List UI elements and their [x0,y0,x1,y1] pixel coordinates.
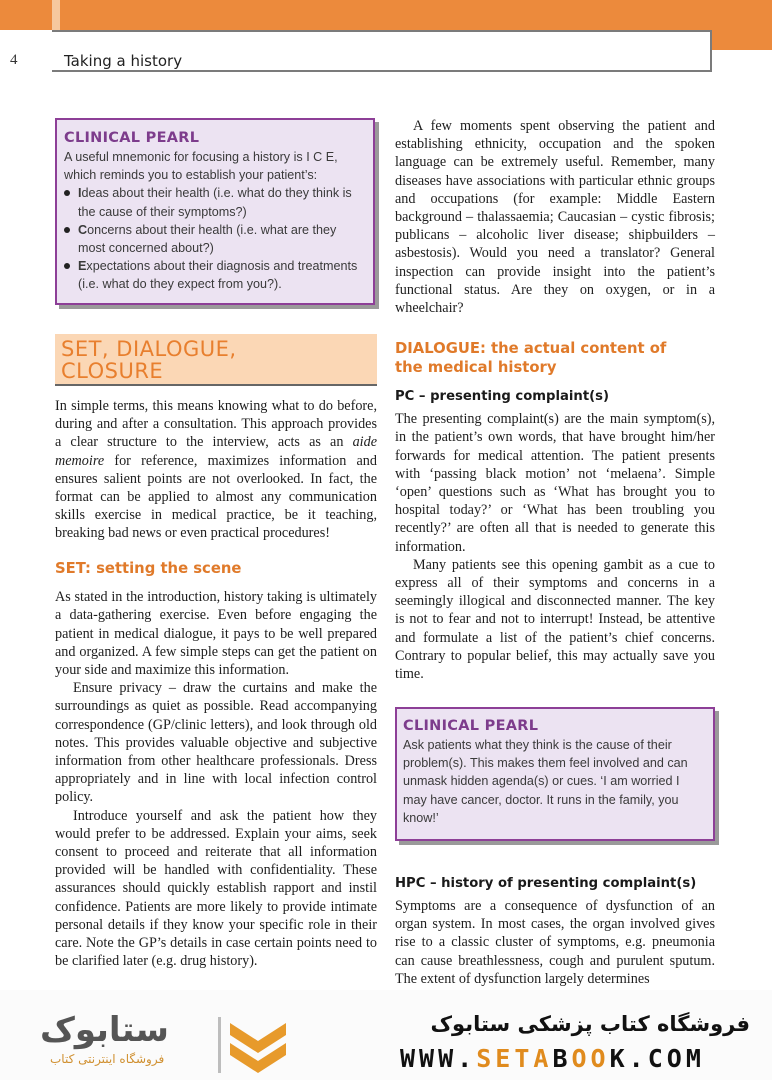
ice-list [64,184,365,293]
clinical-pearl-text: Ask patients what they think is the cause of their problem(s). This makes them feel involved and can unmask hidden agenda(s) or cues. ‘I am worried I may have cancer, doctor. It runs in the family, you know!’ [403,738,688,825]
set-paragraph-3: Introduce yourself and ask the patient how they would prefer to be addressed. Explain your aims, seek consent to proceed and reiterate that all information provided will be handled with confidentiality. These assurances should quickly establish rapport and instil confidence. Patients are more likely to provide intimate personal details if they know your specific role in their care. Note the GP’s details in case certain points need to be clarified later (e.g. drug history). [55,807,377,970]
hpc-paragraph: Symptoms are a consequence of dysfunction of an organ system. In most cases, the organ involved gives rise to a classic cluster of symptoms, e.g. pneumonia can cause breathlessness, cough and purulent sputum. The extent of dysfunction largely determines [395,898,715,987]
set-heading: SET: setting the scene [55,559,242,577]
section-title-line1: SET, DIALOGUE, [61,337,237,361]
ice-item-expectations [64,257,365,293]
ice-letter: C [78,222,88,237]
left-body [55,397,377,970]
bullet-icon [64,263,70,269]
inspection-paragraph: A few moments spent observing the patient and establishing ethnicity, occupation and the spoken language can be extremely useful. Remember, many diseases have associations with particular ethnic groups and occupations (for example: Middle Eastern background – thalassaemia; Caucasian – cystic fibrosis; publicans – alcoholic liver disease; shipbuilders – asbestosis). Would you need a translator? General inspection can provide insight into the patient’s functional status. Are they on oxygen, or in a wheelchair? [395,118,715,317]
url-part: B [552,1044,572,1073]
set-paragraph-2: Ensure privacy – draw the curtains and make the surroundings as quiet as possible. Read accompanying correspondence (GP/clinic letters), and look through old notes. This provides valuable objective and subjective information from other healthcare professionals. Dress appropriately and in line with local infection control policy. [55,680,377,806]
clinical-pearl-intro: A useful mnemonic for focusing a history is I C E, which reminds you to establish your patient’s: [64,150,338,183]
ice-letter: I [78,186,82,201]
pc-paragraph-2: Many patients see this opening gambit as a cue to express all of their symptoms and concerns in a seemingly illogical and disconnected manner. The key is not to fear and not to interrupt! Instead, be attentive and formulate a list of the patient’s chief concerns. Contrary to popular belief, this may actually save you time. [395,556,715,683]
url-part: WWW. [400,1044,477,1073]
bullet-icon [64,190,70,196]
clinical-pearl-box-patient-cause [395,707,715,841]
ice-item-text: xpectations about their diagnosis and treatments (i.e. what do they expect from you?). [78,259,358,292]
section-title [61,338,237,382]
setabook-logo-text: ستابوک [40,1010,169,1050]
setabook-chevron-logo-icon [218,1015,288,1075]
clinical-pearl-box-ice [55,118,375,305]
intro-italic: aide memoire [55,434,377,469]
right-column [395,117,715,683]
url-part: K.COM [609,1044,705,1073]
setabook-logo-subtitle: فروشگاه اینترنتی کتاب [50,1052,165,1066]
header-margin [0,30,60,75]
ice-item-concerns [64,221,365,257]
url-part-highlight: OO [571,1044,610,1073]
page-number: 4 [10,52,18,68]
hpc-heading: HPC – history of presenting complaint(s) [395,876,697,891]
intro-text: for reference, maximizes information and ensures salient points are not overlooked. In fact, the format can be applied to almost any communication skills exercise in medical practice, be it teaching, breaking bad news or even practical procedures! [55,452,377,542]
dialogue-heading [395,340,715,377]
running-header-title: Taking a history [64,52,183,70]
section-banner [55,334,377,386]
left-column [55,118,377,305]
dialogue-heading-line2: the medical history [395,358,557,376]
ice-item-text: deas about their health (i.e. what do they think is the cause of their symptoms?) [78,186,352,219]
store-name: فروشگاه کتاب پزشکی ستابوک [430,1012,750,1036]
ice-item-ideas [64,184,365,220]
clinical-pearl-title: CLINICAL PEARL [403,718,539,734]
pc-heading: PC – presenting complaint(s) [395,389,610,405]
pc-paragraph-1: The presenting complaint(s) are the main symptom(s), in the patient’s own words, that have brought him/her forwards for medical attention. The patient presents with ‘passing black motion’ not ‘melaena’. Simple ‘open’ questions such as ‘What has brought you to hospital today?’ or ‘What has been troubling you recently?’ are often all that is needed to generate this information. [395,411,715,555]
intro-paragraph [55,397,377,543]
intro-text: In simple terms, this means knowing what to do before, during and after a consultation. This approach provides a clear structure to the interview, acts as an [55,398,377,451]
bullet-icon [64,227,70,233]
url-part-highlight: SETA [476,1044,553,1073]
dialogue-heading-line1: DIALOGUE: the actual content of [395,340,667,358]
ice-letter: E [78,259,87,274]
store-url [400,1044,705,1073]
hpc-section [395,876,715,988]
ice-item-text: oncerns about their health (i.e. what are they most concerned about?) [78,222,337,256]
clinical-pearl-title: CLINICAL PEARL [64,130,200,146]
section-title-line2: CLOSURE [61,359,164,383]
set-paragraph-1: As stated in the introduction, history taking is ultimately a data-gathering exercise. Even before engaging the patient in medical dialogue, it pays to be well prepared and organized. A few simple steps can get the patient on your side and maximize this information. [55,589,377,678]
